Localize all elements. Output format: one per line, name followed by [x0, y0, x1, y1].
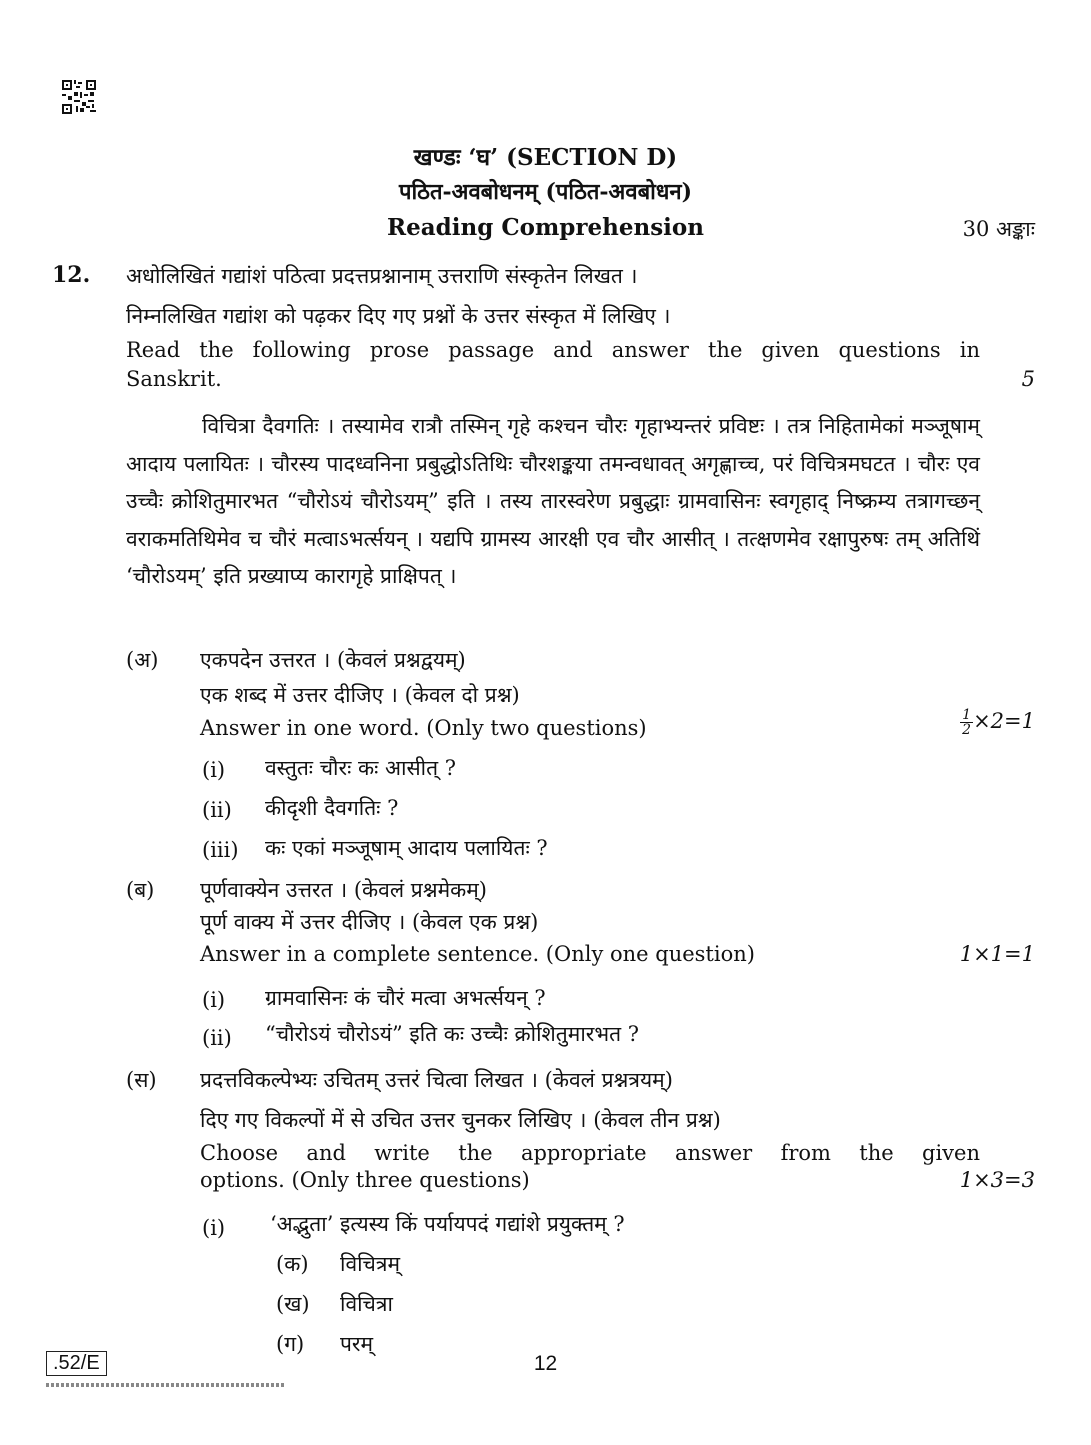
option-text-ga: परम्: [340, 1332, 374, 1356]
section-heading: खण्डः ‘घ’ (SECTION D): [413, 144, 678, 171]
part-a-item-1-num: (i): [202, 758, 226, 782]
part-a-item-2-text: कीदृशी दैवगतिः ?: [265, 796, 399, 820]
section-subheading: पठित-अवबोधनम् (पठित-अवबोधन): [398, 179, 692, 205]
instruction-english: Read the following prose passage and answer the given questions in: [126, 338, 980, 362]
part-a-item-3-text: कः एकां मञ्जूषाम् आदाय पलायितः ?: [265, 836, 548, 860]
part-c-english-cont: options. (Only three questions): [200, 1168, 530, 1192]
option-label-ka: (क): [276, 1252, 309, 1276]
microtext-strip: [46, 1383, 286, 1387]
part-b-item-2-num: (ii): [202, 1026, 232, 1050]
question-marks: 5: [1021, 367, 1035, 391]
part-a-marks: $\frac{1}{2}$ ×2=1: [962, 707, 1035, 738]
part-b-hindi: पूर्ण वाक्य में उत्तर दीजिए । (केवल एक प्रश्न): [200, 910, 539, 934]
passage-text: विचित्रा दैवगतिः । तस्यामेव रात्रौ तस्मिन् गृहे कश्चन चौरः गृहाभ्यन्तरं प्रविष्टः । तत्र निहितामेकां मञ्जूषाम् आदाय पलायितः । चौरस्य पादध्वनिना प्रबुद्धोऽतिथिः चौरशङ्कया तमन्वधावत् अगृह्णाच्च, परं विचित्रमघटत । चौरः एव उच्चैः क्रोशितुमारभत “चौरोऽयं चौरोऽयम्” इति । तस्य तारस्वरेण प्रबुद्धाः ग्रामवासिनः स्वगृहाद् निष्क्रम्य तत्रागच्छन् वराकमतिथिमेव च चौरं मत्वाऽभर्त्सयन् । यद्यपि ग्रामस्य आरक्षी एव चौर आसीत् । तत्क्षणमेव रक्षापुरुषः तम् अतिथिं ‘चौरोऽयम्’ इति प्रख्याप्य कारागृहे प्राक्षिपत् ।: [126, 414, 980, 588]
part-c-english: Choose and write the appropriate answer from the given: [200, 1141, 980, 1165]
option-label-kha: (ख): [276, 1292, 310, 1316]
section-english-heading: Reading Comprehension: [387, 214, 704, 241]
part-a-english: Answer in one word. (Only two questions): [200, 716, 647, 740]
part-b-item-2-text: “चौरोऽयं चौरोऽयं” इति कः उच्चैः क्रोशितुमारभत ?: [265, 1022, 640, 1046]
paper-code: .52/E: [46, 1351, 107, 1376]
prose-passage: [126, 408, 980, 596]
part-b-label: (ब): [126, 878, 155, 902]
part-b-item-1-num: (i): [202, 988, 226, 1012]
part-a-label: (अ): [126, 648, 159, 672]
half-fraction: $\frac{1}{2}$: [962, 707, 972, 738]
option-text-kha: विचित्रा: [340, 1292, 393, 1316]
part-c-sanskrit: प्रदत्तविकल्पेभ्यः उचितम् उत्तरं चित्वा लिखत । (केवलं प्रश्नत्रयम्): [200, 1068, 673, 1092]
part-a-sanskrit: एकपदेन उत्तरत । (केवलं प्रश्नद्वयम्): [200, 648, 466, 672]
option-text-ka: विचित्रम्: [340, 1252, 401, 1276]
part-c-q1-num: (i): [202, 1216, 226, 1240]
part-b-english: Answer in a complete sentence. (Only one question): [200, 942, 755, 966]
part-a-item-1-text: वस्तुतः चौरः कः आसीत् ?: [265, 756, 457, 780]
option-label-ga: (ग): [276, 1332, 305, 1356]
part-c-hindi: दिए गए विकल्पों में से उचित उत्तर चुनकर लिखिए । (केवल तीन प्रश्न): [200, 1108, 721, 1132]
instruction-hindi: निम्नलिखित गद्यांश को पढ़कर दिए गए प्रश्नों के उत्तर संस्कृत में लिखिए ।: [126, 304, 671, 328]
question-number: 12.: [52, 262, 91, 288]
instruction-english-cont: Sanskrit.: [126, 367, 222, 391]
part-a-item-2-num: (ii): [202, 798, 232, 822]
part-b-marks: 1×1=1: [959, 942, 1035, 966]
part-b-item-1-text: ग्रामवासिनः कं चौरं मत्वा अभर्त्सयन् ?: [265, 986, 546, 1010]
page-number: 12: [533, 1352, 558, 1375]
qr-code-icon: [62, 80, 96, 114]
part-c-label: (स): [126, 1068, 157, 1092]
part-b-sanskrit: पूर्णवाक्येन उत्तरत । (केवलं प्रश्नमेकम्): [200, 878, 488, 902]
total-marks: 30 अङ्काः: [962, 217, 1035, 241]
part-a-hindi: एक शब्द में उत्तर दीजिए । (केवल दो प्रश्न): [200, 683, 520, 707]
instruction-sanskrit: अधोलिखितं गद्यांशं पठित्वा प्रदत्तप्रश्नानाम् उत्तराणि संस्कृतेन लिखत ।: [126, 264, 638, 288]
part-c-q1-text: ‘अद्भुता’ इत्यस्य किं पर्यायपदं गद्यांशे प्रयुक्तम् ?: [270, 1212, 625, 1236]
part-a-item-3-num: (iii): [202, 838, 239, 862]
part-c-marks: 1×3=3: [959, 1168, 1035, 1192]
